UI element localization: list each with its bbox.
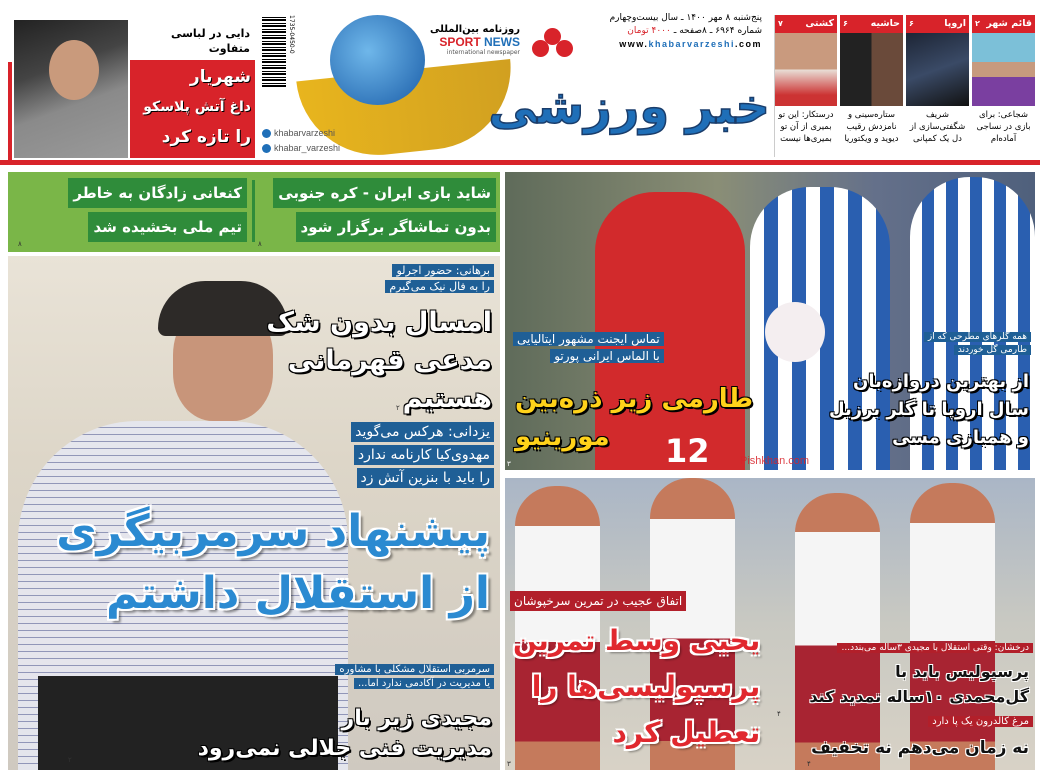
headline-taremi[interactable]: [515, 380, 753, 456]
green-news-band: [8, 172, 500, 252]
kicker-majidi: [335, 664, 494, 692]
kicker-line: را باید با بنزین آتش زد: [357, 468, 495, 488]
kicker-line: طارمی گل خوردند: [954, 345, 1031, 355]
teaser-page: ۶: [909, 19, 914, 28]
sport-news-logo: [425, 24, 520, 56]
barcode: [262, 15, 286, 87]
teaser-europe[interactable]: [906, 15, 969, 157]
kicker-calderon: [928, 716, 1033, 727]
globe-logo-icon: [330, 15, 425, 105]
teaser-photo: [840, 33, 903, 106]
kicker-agent: [513, 332, 664, 366]
headline-line: پرسپولیس باید با: [895, 662, 1029, 681]
page-ref: ۶: [870, 458, 874, 466]
headline-line: پرسپولیسی‌ها را: [531, 670, 761, 703]
photo-player: [795, 493, 880, 770]
headline-line: هستیم: [402, 383, 492, 414]
teaser-page: ۶: [843, 19, 848, 28]
page-ref: ۸: [258, 240, 262, 248]
teaser-page: ۷: [778, 19, 783, 28]
kicker-line: درخشان: وقتی استقلال با مجیدی ۳ساله می‌بندد...: [837, 643, 1033, 653]
headline-line: پیشنهاد سرمربیگری: [56, 506, 490, 557]
kicker-derakhshan: [837, 643, 1033, 653]
teaser-section: حاشیه: [870, 18, 900, 29]
kicker-line: اتفاق عجیب در تمرین سرخپوشان: [510, 591, 686, 611]
barcode-number: 1735-0450-0: [288, 15, 295, 54]
teaser-qaemshahr[interactable]: [972, 15, 1035, 157]
taremi-photo: [505, 172, 1035, 470]
kicker-line: برهانی: حضور اجرلو: [392, 264, 494, 277]
teaser-section: قائم شهر: [986, 18, 1032, 29]
sport-news-fa: روزنامه بین‌المللی: [430, 24, 520, 35]
main-headline[interactable]: [56, 501, 490, 625]
teaser-caption: ستاره‌سینی و نامزدش رقیب دیوید و ویکتوریا: [844, 110, 899, 144]
watermark: Pishkhan.com: [740, 455, 810, 467]
headline-line: یحیی وسط تمرین: [513, 624, 761, 657]
story-kanaanizadegan[interactable]: [68, 178, 247, 246]
headline-yahya[interactable]: [513, 618, 760, 756]
teaser-photo: [906, 33, 969, 106]
story-line: بدون تماشاگر برگزار شود: [296, 212, 497, 242]
telegram-handle: khabar_varzeshi: [274, 143, 341, 153]
teaser-caption: درستکار: این تو بمیری از آن تو بمیری‌ها نیست: [778, 110, 834, 144]
headline-line: از استقلال داشتم: [105, 568, 490, 619]
story-iran-korea[interactable]: [273, 178, 496, 246]
page-ref: ۸: [18, 240, 22, 248]
instagram-handle: khabarvarzeshi: [274, 128, 336, 138]
teaser-header: [840, 15, 903, 33]
headline-line: شهریار: [189, 67, 251, 87]
story-line: تیم ملی بخشیده شد: [88, 212, 247, 242]
top-story-headline[interactable]: [130, 60, 255, 158]
teaser-photo: [775, 33, 837, 106]
story-line: کنعانی زادگان به خاطر: [68, 178, 247, 208]
teaser-header: [972, 15, 1035, 33]
top-story-photo: [12, 18, 130, 160]
page-ref: ۳: [507, 460, 511, 468]
telegram-link[interactable]: [262, 141, 340, 156]
page-ref: ۳: [507, 760, 511, 768]
kicker-line: مرغ کالدرون یک پا دارد: [928, 716, 1033, 727]
headline-golmohammadi[interactable]: [809, 659, 1029, 709]
page-ref: ۲: [68, 756, 72, 764]
price: ۴۰۰۰ تومان: [627, 26, 671, 36]
kicker-line: را به فال نیک می‌گیرم: [385, 280, 494, 293]
issue-line: [592, 25, 762, 38]
news-word: NEWS: [484, 35, 520, 49]
headline-line: مدیریت فنی جلالی نمی‌رود: [197, 736, 492, 761]
issue-info: [592, 12, 762, 51]
headline-line: امسال بدون شک: [266, 307, 492, 338]
kicker-line: مهدوی‌کیا کارنامه ندارد: [354, 445, 494, 465]
headline-line: از بهترین دروازه‌بان: [852, 371, 1029, 392]
kicker-line: سرمربی استقلال مشکلی با مشاوره: [335, 664, 494, 675]
headline-line: گل‌محمدی ۱۰ساله تمدید کند: [809, 687, 1029, 706]
headline-line: طارمی زیر ذره‌بین: [515, 384, 754, 414]
teaser-margin[interactable]: [840, 15, 903, 157]
headline-line: مدعی قهرمانی: [287, 345, 492, 376]
masthead-dots-icon: [532, 28, 574, 58]
instagram-link[interactable]: [262, 126, 340, 141]
sport-news-en: [425, 35, 520, 49]
teaser-caption: شریف شگفتی‌سازی از دل یک کمپانی: [909, 110, 966, 144]
instagram-icon: [262, 129, 271, 138]
story-line: شاید بازی ایران - کره جنوبی: [273, 178, 496, 208]
kicker-line: یزدانی: هرکس می‌گوید: [351, 422, 494, 442]
headline-calderon[interactable]: نه زمان می‌دهم نه تخفیف: [811, 738, 1029, 758]
social-handles: [262, 126, 340, 156]
kicker-yahya: [510, 591, 686, 611]
teaser-photo: [972, 33, 1035, 106]
teaser-header: [775, 15, 837, 33]
teaser-page: ۲: [975, 19, 980, 28]
kicker-line: با الماس ایرانی پورتو: [550, 349, 664, 363]
headline-majidi[interactable]: [198, 704, 492, 764]
web-name: khabarvarzeshi: [648, 39, 735, 49]
kicker-goalkeepers: [924, 332, 1031, 358]
column-divider: [252, 180, 255, 242]
headline-line: مجیدی زیر بار: [341, 706, 492, 731]
telegram-icon: [262, 144, 271, 153]
headline-line: سال اروپا تا گلر برزیل: [828, 399, 1029, 420]
portrait-face: [49, 40, 99, 100]
sport-news-sub: international newspaper: [446, 49, 520, 56]
teaser-wrestling[interactable]: [774, 15, 837, 157]
main-interview-photo: [8, 256, 500, 770]
teaser-section: کشتی: [805, 18, 834, 29]
page-ref: ۲: [396, 404, 400, 412]
website-link[interactable]: [592, 38, 762, 51]
headline-line: تعطیل کرد: [612, 716, 761, 749]
headline-goalkeepers[interactable]: [829, 368, 1029, 452]
kicker-line: یا مدیریت در آکادمی ندارد اما...: [354, 678, 494, 689]
headline-line: داغ آتش پلاسکو: [143, 99, 251, 115]
headline-line: و همبازی مسی: [892, 427, 1029, 448]
kicker-yazdani: [351, 422, 494, 491]
kicker-borhani: [385, 264, 494, 296]
teaser-section: اروپا: [944, 18, 966, 29]
teaser-caption: شجاعی: برای بازی در نساجی آماده‌ام: [976, 110, 1031, 144]
header-rule: [0, 160, 1040, 165]
football-icon: [765, 302, 825, 362]
headline-line: را تازه کرد: [161, 127, 251, 147]
masthead-title[interactable]: خبر ورزشی: [488, 79, 770, 135]
page-ref: ۴: [777, 710, 781, 718]
web-prefix: www.: [619, 39, 649, 49]
headline-line: مورینیو: [515, 422, 610, 452]
kicker-line: تماس ایجنت مشهور ایتالیایی: [513, 332, 664, 346]
sport-word: SPORT: [439, 35, 481, 49]
teaser-header: [906, 15, 969, 33]
issue-number: شماره ۶۹۶۴ ـ ۸صفحه ـ: [673, 26, 762, 36]
web-suffix: .com: [734, 39, 762, 49]
jersey-number: 12: [665, 432, 710, 470]
page-ref: ۴: [807, 760, 811, 768]
kicker-line: همه گلرهای مطرحی که از: [924, 332, 1031, 342]
persepolis-training-photo: [505, 478, 1035, 770]
top-story-kicker: دایی در لباسی متفاوت: [170, 27, 250, 55]
headline-borhani[interactable]: [266, 304, 492, 418]
date-line: پنج‌شنبه ۸ مهر ۱۴۰۰ ـ سال بیست‌وچهارم: [609, 13, 762, 23]
